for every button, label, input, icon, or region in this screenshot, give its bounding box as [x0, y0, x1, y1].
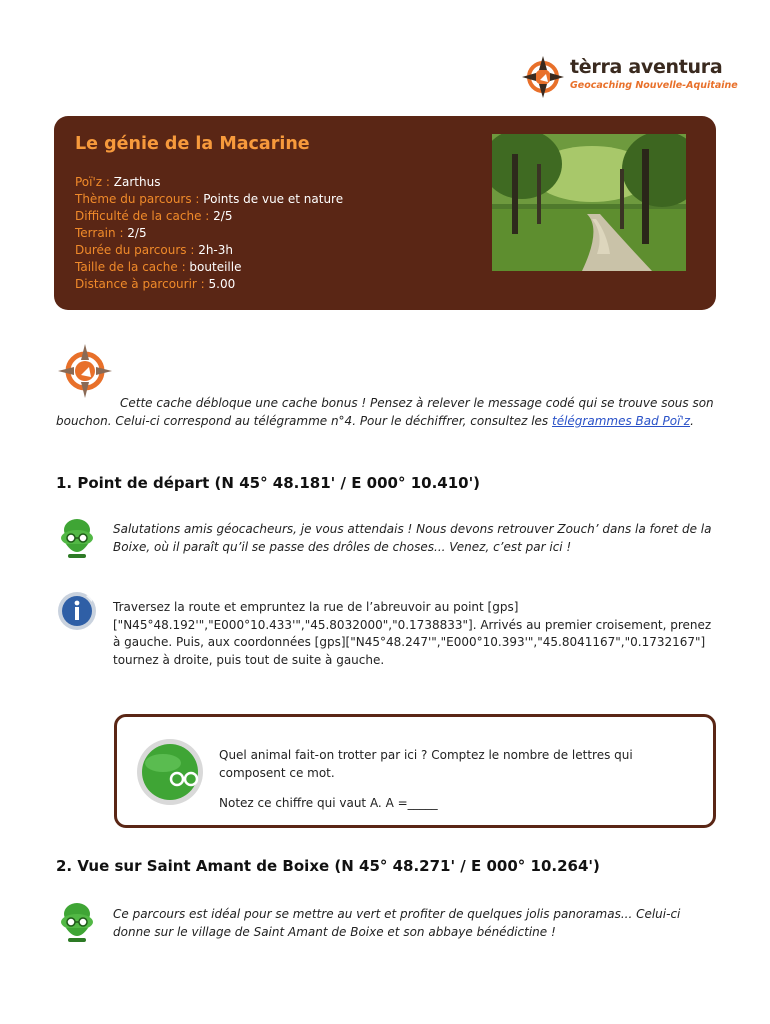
- info-value: 2/5: [213, 209, 233, 223]
- telegram-link[interactable]: télégrammes Bad Poï'z: [551, 414, 691, 428]
- forest-path-photo: [492, 134, 686, 271]
- question-text-block: [219, 747, 699, 813]
- info-duration: [75, 242, 343, 259]
- answer-text: Notez ce chiffre qui vaut A. A =_____: [219, 796, 438, 810]
- cache-info-list: [75, 174, 343, 293]
- poiz-avatar-icon: [56, 900, 98, 944]
- info-poiz: [75, 174, 343, 191]
- step2-title: 2. Vue sur Saint Amant de Boixe (N 45° 48.271' / E 000° 10.264'): [56, 857, 600, 875]
- cache-title: Le génie de la Macarine: [75, 134, 310, 154]
- info-label: Durée du parcours :: [75, 243, 199, 257]
- info-label: Distance à parcourir :: [75, 277, 209, 291]
- info-distance: [75, 276, 343, 293]
- info-label: Terrain :: [75, 226, 128, 240]
- info-difficulty: [75, 208, 343, 225]
- step1-directions: Traversez la route et empruntez la rue de l’abreuvoir au point [gps]["N45°48.192'","E000°10.433'","45.8032000","0.1738833"]. Arrivés au premier croisement, prenez à gauche. Puis, aux coordonnées [gps]["N45°48.247'","E000°10.393'","45.8041167","0.1732167"] tournez à droite, puis tout de suite à gauche.: [113, 600, 712, 667]
- info-label: Poï'z :: [75, 175, 114, 189]
- info-icon: [56, 590, 98, 632]
- info-theme: [75, 191, 343, 208]
- poiz-avatar-icon: [56, 516, 98, 560]
- info-value: Zarthus: [113, 175, 161, 189]
- info-label: Thème du parcours :: [75, 192, 204, 206]
- info-value: 5.00: [208, 277, 236, 291]
- compass-logo-icon: [520, 54, 566, 100]
- bonus-text: Cette cache débloque une cache bonus ! Pensez à relever le message codé qui se trouve sous son bouchon. Celui-ci correspond au télégramme n°4. Pour le déchiffrer, consultez les: [56, 396, 714, 428]
- question-box: [114, 714, 716, 828]
- info-value: 2h-3h: [198, 243, 233, 257]
- logo-title: tèrra aventura: [570, 56, 723, 78]
- cache-info-card: [54, 116, 716, 310]
- info-label: Difficulté de la cache :: [75, 209, 214, 223]
- question-text: Quel animal fait-on trotter par ici ? Comptez le nombre de lettres qui composent ce mot.: [219, 748, 633, 780]
- info-value: Points de vue et nature: [203, 192, 344, 206]
- logo-subtitle: Geocaching Nouvelle-Aquitaine: [570, 80, 738, 91]
- bonus-end: .: [690, 414, 694, 428]
- info-terrain: [75, 225, 343, 242]
- info-value: bouteille: [189, 260, 242, 274]
- step1-dialog: Salutations amis géocacheurs, je vous attendais ! Nous devons retrouver Zouch’ dans la foret de la Boixe, où il paraît qu’il se passe des drôles de choses... Venez, c’est par ici !: [113, 522, 712, 554]
- bonus-paragraph: [56, 394, 716, 430]
- step1-title: 1. Point de départ (N 45° 48.181' / E 000° 10.410'): [56, 474, 481, 492]
- terra-aventura-logo: [520, 54, 738, 100]
- compass-bonus-icon: [56, 342, 114, 400]
- step2-dialog: Ce parcours est idéal pour se mettre au vert et profiter de quelques jolis panoramas... Celui-ci donne sur le village de Saint Amant de Boixe et son abbaye bénédictine !: [113, 907, 681, 939]
- glasses-question-icon: [135, 737, 205, 807]
- info-value: 2/5: [127, 226, 147, 240]
- info-label: Taille de la cache :: [75, 260, 190, 274]
- info-cache-size: [75, 259, 343, 276]
